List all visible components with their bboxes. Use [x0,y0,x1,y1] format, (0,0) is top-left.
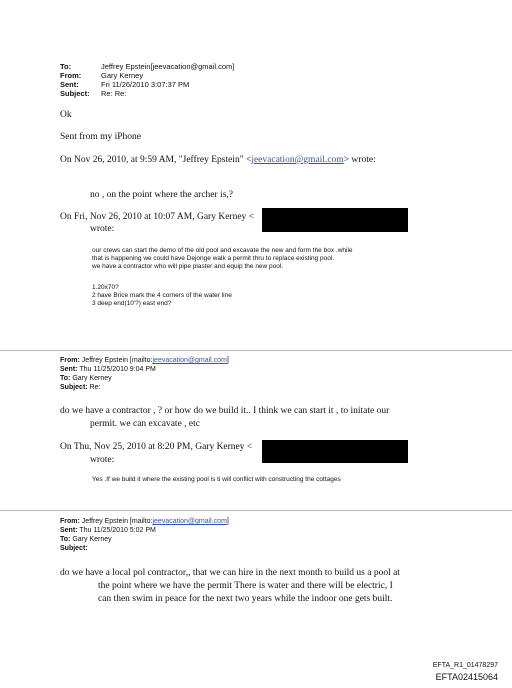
quoted-list [92,284,232,309]
body-line: the point where we have the permit There is water and there will be electric, I [98,581,393,591]
bracket: ] [226,357,229,364]
to-row [60,374,229,383]
body-line: permit. we can excavate , etc [90,419,200,429]
from-value: Jeffrey Epstein [mailto: [81,518,153,525]
from-label: From: [60,357,80,364]
email-link[interactable]: jeevacation@gmail.com [152,518,227,525]
signature: Sent from my iPhone [60,132,142,142]
quoted-line: our crews can start the demo of the old pool and excavate the new and form the box .while [92,247,353,254]
email-link[interactable]: jeevacation@gmail.com [152,357,227,364]
to-row [60,535,229,544]
quoted-line: 2 have Brice mark the 4 corners of the water line [92,292,232,300]
from-value: Jeffrey Epstein [mailto: [81,357,153,364]
subject-label: Subject: [60,384,88,391]
to-value: Gary Kerney [72,536,112,543]
quoted-line: that is happening we could have Dejonge walk a permit thru to replace existing pool. [92,255,335,263]
quote-intro [60,155,376,165]
quoted-line: we have a contractor who will pipe plaster and equip the new pool. [92,263,284,271]
to-value: Gary Kerney [72,375,112,382]
quoted-line: Yes .If we build it where the existing pool is ti will conflict with constructing the cottages [92,476,341,483]
sent-value: Thu 11/25/2010 9:04 PM [79,366,156,373]
divider [0,350,512,351]
from-value: Gary Kerney [101,71,144,80]
redaction-box [262,208,408,232]
forward-header [60,356,229,392]
subject-row [60,544,229,553]
subject-value: Re: [89,384,101,391]
sent-value: Thu 11/25/2010 5:02 PM [79,527,156,534]
sent-label: Sent: [60,366,78,373]
message-body: Ok [60,110,72,120]
bates-number-secondary: EFTA_R1_01478297 [432,662,498,669]
message-body: no , on the point where the archer is,? [90,190,233,200]
quote-intro: On Thu, Nov 25, 2010 at 8:20 PM, Gary Kerney < [60,442,253,452]
from-row [60,517,229,526]
divider [0,510,512,511]
to-label: To: [60,375,71,382]
quote-intro: On Fri, Nov 26, 2010 at 10:07 AM, Gary Kerney < [60,212,255,222]
sent-row [60,365,229,374]
sent-label: Sent: [60,527,78,534]
wrote-label: wrote: [90,224,115,234]
body-line: do we have a local pol contractor,, that we can hire in the next month to build us a pool at [60,568,400,578]
from-label: From: [60,518,80,525]
subject-row [60,383,229,392]
body-line: can then swim in peace for the next two years while the indoor one gets built. [98,594,393,604]
body-line: do we have a contractor , ? or how do we build it.. I think we can start it , to initate our [60,406,390,416]
quoted-paragraph [92,247,353,272]
from-row [60,356,229,365]
forward-header [60,517,229,553]
sent-label: Sent: [60,80,79,89]
subject-label: Subject: [60,545,88,552]
bracket: ] [226,518,229,525]
quoted-line: 1.20x70? [92,284,119,291]
to-label: To: [60,62,72,71]
email-link[interactable]: jeevacation@gmail.com [251,155,344,165]
sent-value: Fri 11/26/2010 3:07:37 PM [101,80,190,89]
subject-label: Subject: [60,89,90,98]
quote-intro-text: On Nov 26, 2010, at 9:59 AM, "Jeffrey Epstein" < [60,155,252,165]
sent-row [60,526,229,535]
to-value: Jeffrey Epstein[jeevacation@gmail.com] [101,62,235,71]
quote-intro-suffix: > wrote: [343,155,376,165]
bates-number: EFTA02415064 [435,672,498,682]
to-label: To: [60,536,71,543]
redaction-box [262,440,408,463]
from-label: From: [60,71,82,80]
quoted-line: 3 deep end(10'?) east end? [92,300,172,308]
wrote-label: wrote: [90,455,115,465]
subject-value: Re: Re: [101,89,127,98]
